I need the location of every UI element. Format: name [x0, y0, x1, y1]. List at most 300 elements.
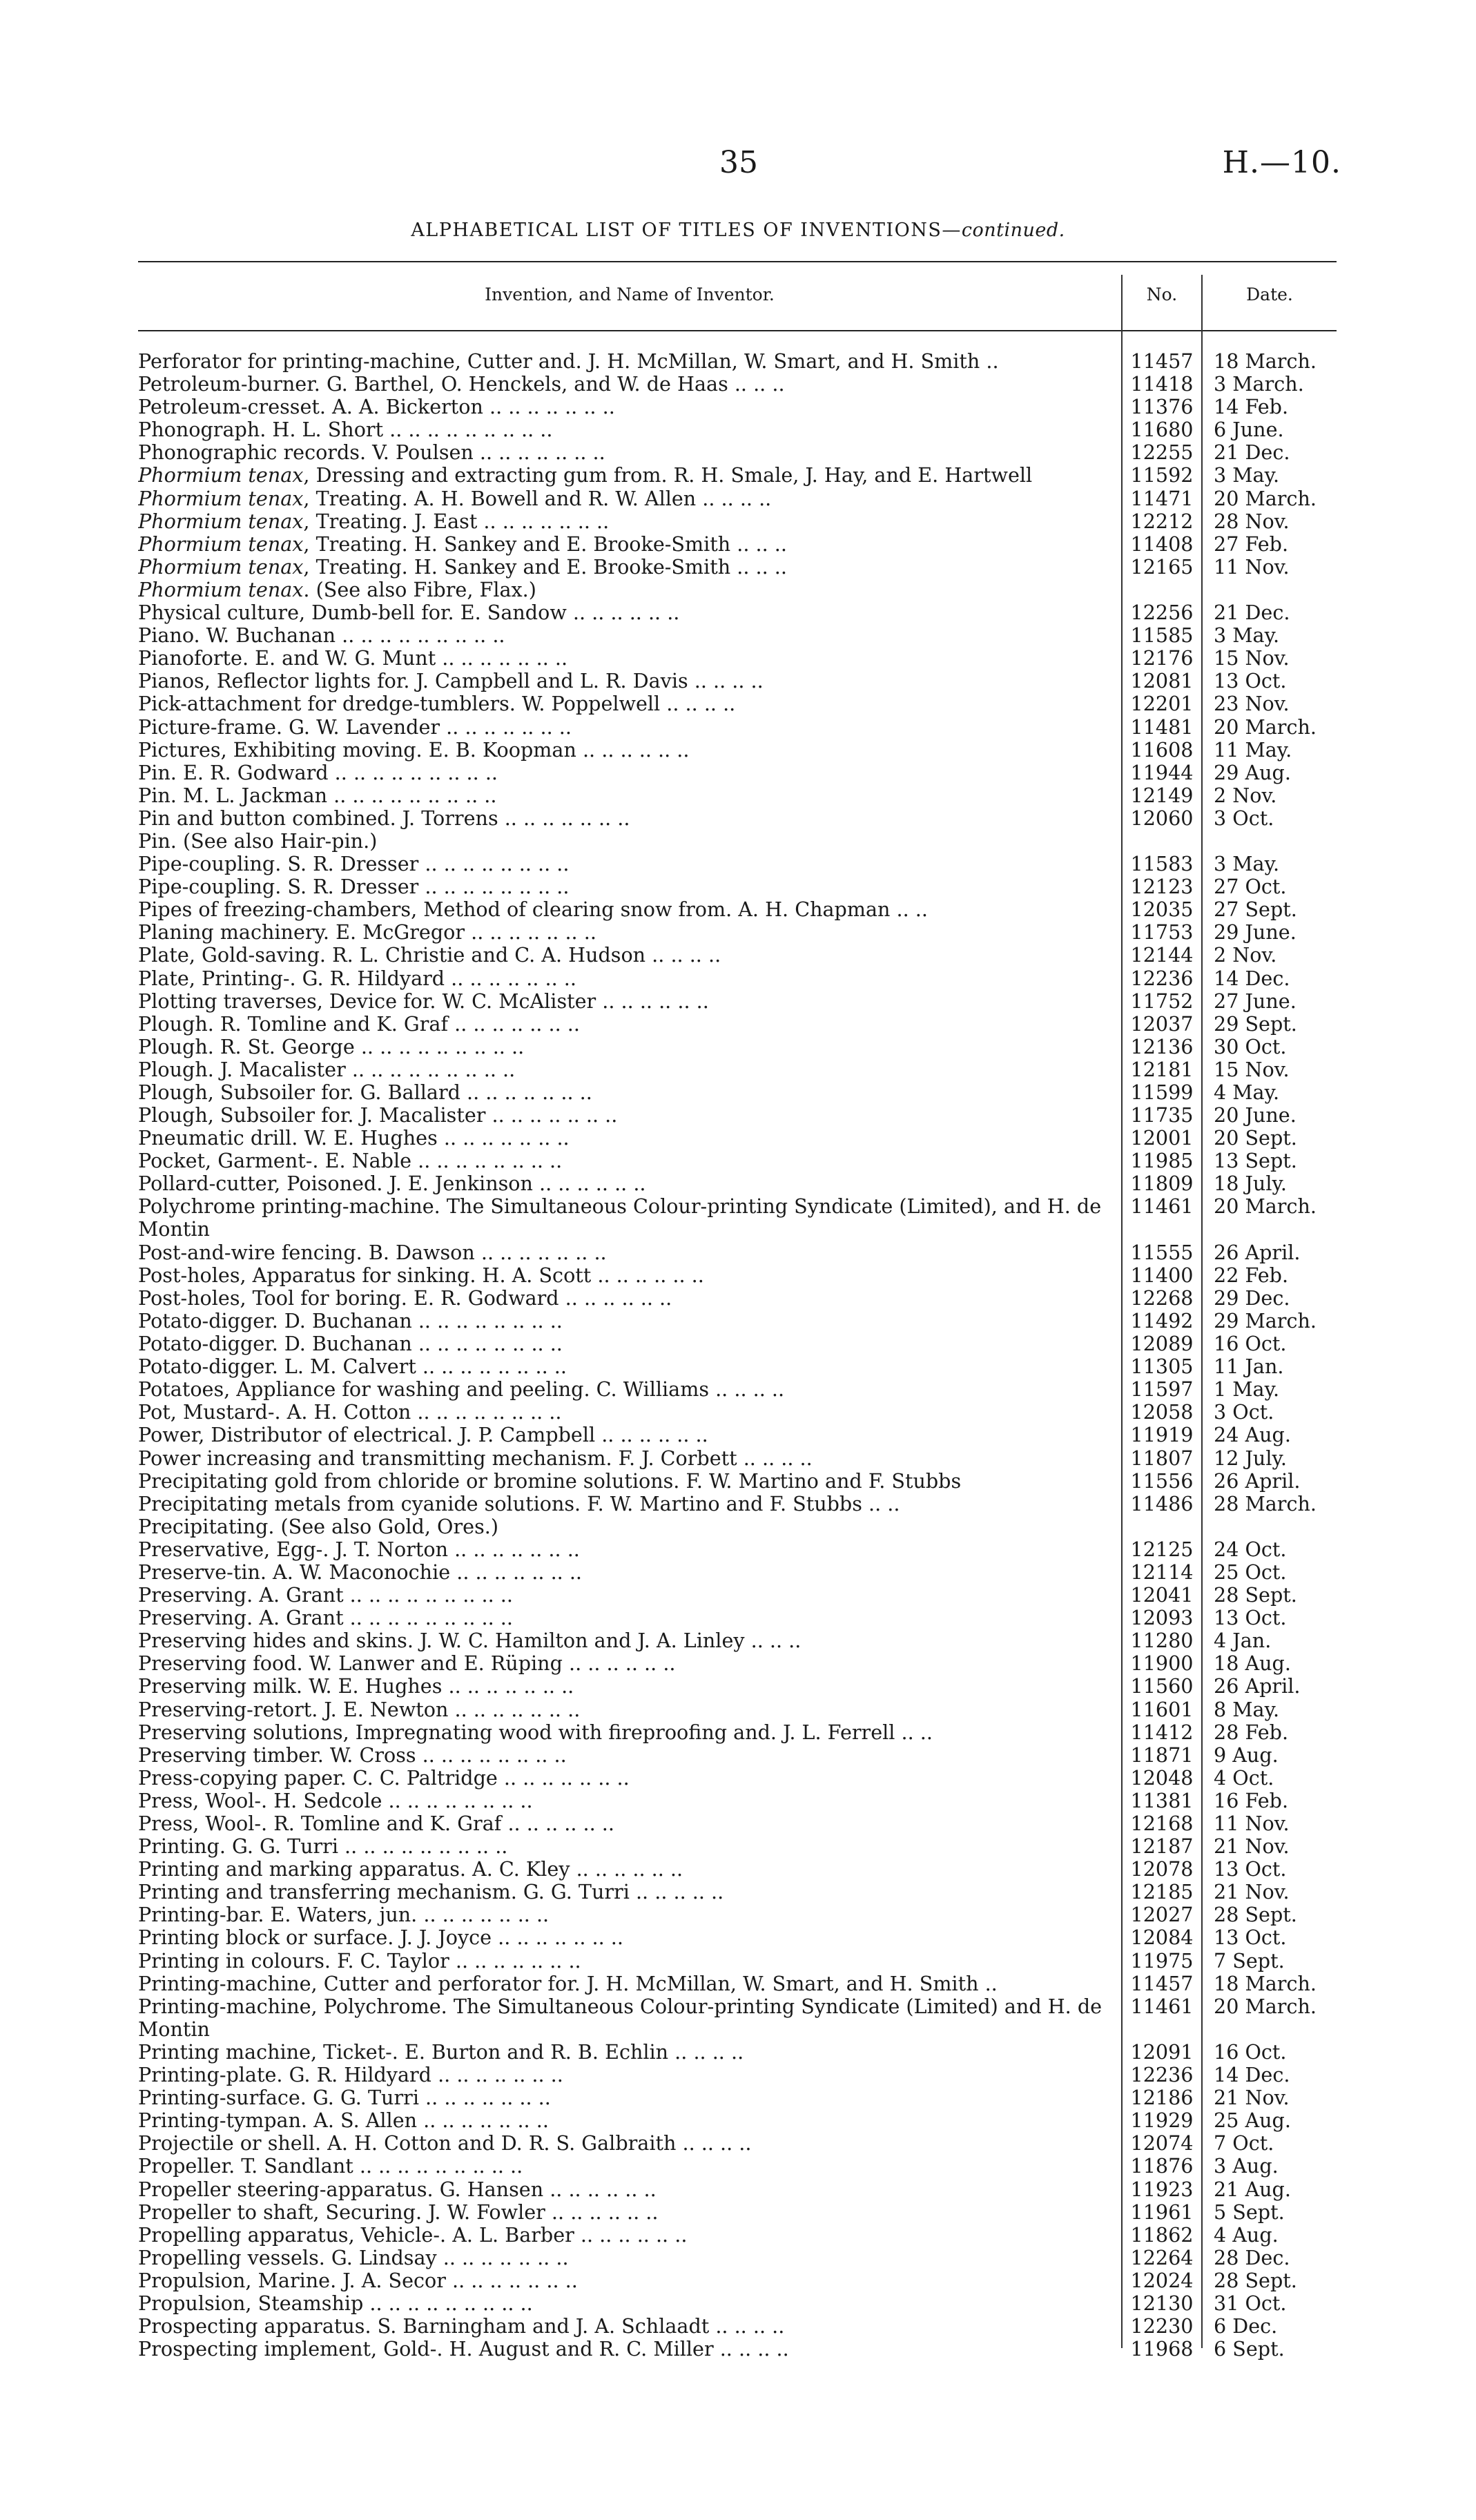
table-row [138, 1995, 1337, 2041]
invention-title: Phormium tenax. (See also Fibre, Flax.) [138, 578, 536, 601]
patent-number: 12114 [1130, 1560, 1194, 1584]
patent-number: 12078 [1130, 1857, 1194, 1881]
patent-date: 26 April. [1214, 1469, 1301, 1493]
invention-title: Preserving timber. W. Cross .. .. .. .. .. .. .. .. [138, 1743, 567, 1767]
patent-number: 11412 [1130, 1720, 1194, 1744]
table-row [138, 579, 1337, 601]
patent-date: 28 Sept. [1214, 2268, 1297, 2292]
table-row [138, 441, 1337, 464]
patent-number: 12255 [1130, 440, 1194, 465]
table-row [138, 533, 1337, 556]
patent-number: 11968 [1130, 2337, 1194, 2361]
invention-title: Post-and-wire fencing. B. Dawson .. .. .. .. .. .. .. [138, 1241, 607, 1264]
invention-title: Projectile or shell. A. H. Cotton and D. R. S. Galbraith .. .. .. .. [138, 2132, 752, 2155]
invention-title: Printing machine, Ticket-. E. Burton and R. B. Echlin .. .. .. .. [138, 2040, 744, 2064]
patent-date: 21 Aug. [1214, 2177, 1291, 2201]
patent-date: 6 Dec. [1214, 2314, 1278, 2338]
invention-title: Pipes of freezing-chambers, Method of clearing snow from. A. H. Chapman .. .. [138, 898, 928, 922]
patent-date: 20 March. [1214, 1194, 1317, 1219]
invention-title: Propeller. T. Sandlant .. .. .. .. .. .. .. .. .. [138, 2155, 523, 2178]
table-row [138, 716, 1337, 739]
table-row [138, 1790, 1337, 1812]
patent-number: 11919 [1130, 1423, 1194, 1447]
patent-date: 28 Dec. [1214, 2245, 1290, 2269]
table-row [138, 1264, 1337, 1287]
invention-title: Power increasing and transmitting mechanism. F. J. Corbett .. .. .. .. [138, 1446, 813, 1470]
patent-number: 11975 [1130, 1948, 1194, 1973]
table-row [138, 624, 1337, 647]
patent-date: 22 Feb. [1214, 1263, 1289, 1287]
patent-date: 16 Oct. [1214, 2039, 1287, 2064]
patent-number: 11753 [1130, 920, 1194, 944]
patent-date: 3 Aug. [1214, 2154, 1279, 2178]
table-row [138, 1310, 1337, 1332]
patent-number: 12089 [1130, 1332, 1194, 1356]
patent-date: 6 June. [1214, 418, 1284, 442]
invention-title: Preserving food. W. Lanwer and E. Rüping .. .. .. .. .. .. [138, 1652, 676, 1676]
patent-date: 4 Aug. [1214, 2222, 1279, 2247]
table-row [138, 1150, 1337, 1172]
table-row [138, 1401, 1337, 1424]
table-row [138, 1470, 1337, 1493]
invention-title: Pianos, Reflector lights for. J. Campbell and L. R. Davis .. .. .. .. [138, 670, 764, 693]
invention-title: Pneumatic drill. W. E. Hughes .. .. .. .. .. .. .. [138, 1127, 570, 1150]
table-row [138, 1332, 1337, 1355]
patent-number: 12136 [1130, 1034, 1194, 1058]
patent-date: 18 March. [1214, 1971, 1317, 1995]
patent-date: 7 Sept. [1214, 1948, 1285, 1973]
invention-title: Precipitating gold from chloride or bromine solutions. F. W. Martino and F. Stubbs [138, 1469, 962, 1493]
patent-number: 11608 [1130, 737, 1194, 762]
patent-number: 11583 [1130, 852, 1194, 876]
patent-number: 11555 [1130, 1240, 1194, 1264]
table-row [138, 1881, 1337, 1903]
table-row [138, 1081, 1337, 1104]
invention-title: Pin and button combined. J. Torrens .. .. .. .. .. .. .. [138, 806, 630, 830]
patent-date: 25 Oct. [1214, 1560, 1287, 1584]
patent-number: 12093 [1130, 1606, 1194, 1630]
patent-number: 11599 [1130, 1080, 1194, 1104]
table-row [138, 2315, 1337, 2338]
patent-date: 16 Oct. [1214, 1332, 1287, 1356]
table-row [138, 350, 1337, 373]
table-row [138, 2247, 1337, 2269]
table-row [138, 1538, 1337, 1561]
patent-number: 12165 [1130, 554, 1194, 579]
table-row [138, 1104, 1337, 1127]
patent-number: 11876 [1130, 2154, 1194, 2178]
patent-number: 12081 [1130, 669, 1194, 693]
patent-number: 12130 [1130, 2291, 1194, 2315]
patent-date: 13 Oct. [1214, 1606, 1287, 1630]
invention-title: Preserving milk. W. E. Hughes .. .. .. .. .. .. .. [138, 1675, 574, 1698]
page-number: 35 [719, 145, 758, 180]
patent-date: 28 Sept. [1214, 1903, 1297, 1927]
table-row [138, 1355, 1337, 1378]
patent-date: 3 Oct. [1214, 806, 1274, 830]
table-row [138, 921, 1337, 944]
patent-number: 12041 [1130, 1583, 1194, 1607]
table-row [138, 373, 1337, 396]
patent-date: 11 Nov. [1214, 1812, 1290, 1835]
invention-title: Propelling vessels. G. Lindsay .. .. .. .. .. .. .. [138, 2246, 569, 2269]
invention-title: Plate, Printing-. G. R. Hildyard .. .. .. .. .. .. .. [138, 967, 576, 990]
patent-number: 11871 [1130, 1743, 1194, 1767]
table-row [138, 1698, 1337, 1721]
patent-number: 12037 [1130, 1011, 1194, 1036]
patent-date: 13 Oct. [1214, 1857, 1287, 1881]
table-row [138, 2064, 1337, 2086]
patent-number: 11408 [1130, 532, 1194, 556]
invention-title: Plough. R. Tomline and K. Graf .. .. .. .. .. .. .. [138, 1012, 580, 1036]
patent-date: 29 June. [1214, 920, 1297, 944]
patent-date: 4 Jan. [1214, 1629, 1272, 1653]
patent-date: 28 Sept. [1214, 1583, 1297, 1607]
list-heading [0, 220, 1476, 241]
patent-date: 21 Dec. [1214, 601, 1290, 625]
table-row [138, 2178, 1337, 2201]
table-row [138, 2201, 1337, 2224]
invention-title: Pollard-cutter, Poisoned. J. E. Jenkinson .. .. .. .. .. .. [138, 1172, 646, 1196]
patent-number: 11457 [1130, 1971, 1194, 1995]
invention-title: Plough, Subsoiler for. G. Ballard .. .. .. .. .. .. .. [138, 1081, 592, 1104]
heading-title: ALPHABETICAL LIST OF TITLES OF INVENTIONS— [411, 220, 962, 241]
patent-date: 11 May. [1214, 737, 1292, 762]
patent-date: 29 Dec. [1214, 1286, 1290, 1310]
patent-number: 12236 [1130, 966, 1194, 990]
patent-date: 27 Feb. [1214, 532, 1289, 556]
patent-number: 11944 [1130, 760, 1194, 784]
invention-title: Potato-digger. L. M. Calvert .. .. .. .. .. .. .. .. [138, 1355, 567, 1379]
column-header-date: Date. [1246, 284, 1293, 304]
table-row [138, 1424, 1337, 1446]
patent-number: 11400 [1130, 1263, 1194, 1287]
table-row [138, 2338, 1337, 2361]
table-row [138, 1584, 1337, 1607]
patent-date: 18 Aug. [1214, 1651, 1291, 1676]
patent-number: 12027 [1130, 1903, 1194, 1927]
invention-title: Preserving. A. Grant .. .. .. .. .. .. .. .. .. [138, 1607, 513, 1630]
patent-date: 13 Sept. [1214, 1149, 1297, 1173]
invention-title: Post-holes, Apparatus for sinking. H. A. Scott .. .. .. .. .. .. [138, 1263, 704, 1287]
table-row [138, 1172, 1337, 1195]
invention-title: Pick-attachment for dredge-tumblers. W. Poppelwell .. .. .. .. [138, 692, 736, 716]
invention-title: Printing. G. G. Turri .. .. .. .. .. .. .. .. .. [138, 1835, 508, 1859]
invention-title: Propelling apparatus, Vehicle-. A. L. Barber .. .. .. .. .. .. [138, 2223, 688, 2247]
invention-title: Picture-frame. G. W. Lavender .. .. .. .. .. .. .. [138, 715, 572, 739]
table-row [138, 2292, 1337, 2315]
patent-date: 18 March. [1214, 349, 1317, 373]
table-row [138, 396, 1337, 418]
patent-number: 11305 [1130, 1355, 1194, 1379]
invention-title: Preserving-retort. J. E. Newton .. .. .. .. .. .. .. [138, 1698, 581, 1721]
invention-title: Printing-bar. E. Waters, jun. .. .. .. .. .. .. .. [138, 1903, 550, 1927]
patent-number: 12181 [1130, 1057, 1194, 1081]
patent-number: 11556 [1130, 1469, 1194, 1493]
patent-number: 12187 [1130, 1834, 1194, 1859]
table-row [138, 1607, 1337, 1629]
table-row [138, 1629, 1337, 1652]
table-row [138, 1515, 1337, 1538]
patent-number: 12091 [1130, 2039, 1194, 2064]
patent-number: 11560 [1130, 1674, 1194, 1698]
table-row [138, 556, 1337, 579]
invention-title: Printing-machine, Cutter and perforator for. J. H. McMillan, W. Smart, and H. Smith .. [138, 1972, 998, 1995]
patent-number: 11492 [1130, 1308, 1194, 1332]
table-row [138, 510, 1337, 533]
table-row [138, 762, 1337, 784]
table-row [138, 2269, 1337, 2292]
invention-title: Prospecting implement, Gold-. H. August and R. C. Miller .. .. .. .. [138, 2338, 789, 2361]
invention-title: Phormium tenax, Treating. J. East .. .. .. .. .. .. .. [138, 510, 610, 533]
invention-title: Pipe-coupling. S. R. Dresser .. .. .. .. .. .. .. .. [138, 853, 570, 876]
invention-title: Pot, Mustard-. A. H. Cotton .. .. .. .. .. .. .. .. [138, 1401, 562, 1424]
patent-number: 12074 [1130, 2131, 1194, 2155]
patent-date: 29 Aug. [1214, 760, 1291, 784]
patent-date: 26 April. [1214, 1674, 1301, 1698]
patent-number: 11381 [1130, 1788, 1194, 1812]
patent-date: 3 March. [1214, 372, 1304, 396]
patent-date: 29 March. [1214, 1308, 1317, 1332]
patent-date: 31 Oct. [1214, 2291, 1287, 2315]
invention-title: Printing-tympan. A. S. Allen .. .. .. .. .. .. .. [138, 2109, 549, 2133]
patent-number: 11929 [1130, 2109, 1194, 2133]
patent-number: 11985 [1130, 1149, 1194, 1173]
invention-title: Pin. (See also Hair-pin.) [138, 829, 378, 853]
table-row [138, 2041, 1337, 2064]
patent-number: 11862 [1130, 2222, 1194, 2247]
table-row [138, 830, 1337, 853]
patent-number: 12149 [1130, 783, 1194, 807]
table-row [138, 670, 1337, 692]
patent-date: 12 July. [1214, 1446, 1287, 1470]
table-row [138, 1241, 1337, 1264]
patent-number: 12060 [1130, 806, 1194, 830]
invention-title: Precipitating metals from cyanide solutions. F. W. Martino and F. Stubbs .. .. [138, 1492, 900, 1515]
table-row [138, 1493, 1337, 1515]
patent-number: 12168 [1130, 1812, 1194, 1835]
patent-number: 11900 [1130, 1651, 1194, 1676]
patent-date: 23 Nov. [1214, 692, 1290, 716]
patent-date: 7 Oct. [1214, 2131, 1274, 2155]
column-header-invention: Invention, and Name of Inventor. [485, 284, 775, 304]
invention-title: Phormium tenax, Dressing and extracting gum from. R. H. Smale, J. Hay, and E. Hartwell [138, 464, 1033, 487]
table-row [138, 1835, 1337, 1858]
table-row [138, 2224, 1337, 2247]
patent-number: 12256 [1130, 601, 1194, 625]
patent-number: 11923 [1130, 2177, 1194, 2201]
patent-date: 30 Oct. [1214, 1034, 1287, 1058]
table-row [138, 990, 1337, 1013]
patent-date: 3 May. [1214, 852, 1280, 876]
patent-date: 24 Aug. [1214, 1423, 1291, 1447]
table-row [138, 853, 1337, 875]
patent-date: 4 Oct. [1214, 1765, 1274, 1790]
patent-date: 21 Nov. [1214, 1834, 1290, 1859]
table-row [138, 1036, 1337, 1058]
patent-number: 12185 [1130, 1880, 1194, 1904]
invention-title: Precipitating. (See also Gold, Ores.) [138, 1515, 498, 1538]
patent-date: 3 May. [1214, 623, 1280, 648]
patent-number: 11481 [1130, 715, 1194, 739]
table-row [138, 1926, 1337, 1949]
invention-title: Preserving. A. Grant .. .. .. .. .. .. .. .. .. [138, 1584, 513, 1607]
patent-number: 12125 [1130, 1537, 1194, 1561]
patent-date: 20 March. [1214, 715, 1317, 739]
patent-number: 11601 [1130, 1697, 1194, 1721]
patent-date: 28 Nov. [1214, 509, 1290, 533]
table-row [138, 418, 1337, 441]
patent-number: 12048 [1130, 1765, 1194, 1790]
table-row [138, 1652, 1337, 1675]
table-row [138, 1903, 1337, 1926]
patent-date: 3 Oct. [1214, 1400, 1274, 1424]
patent-number: 12084 [1130, 1926, 1194, 1950]
patent-date: 29 Sept. [1214, 1011, 1297, 1036]
table-row [138, 487, 1337, 510]
invention-title: Phormium tenax, Treating. H. Sankey and E. Brooke-Smith .. .. .. [138, 555, 787, 579]
table-row [138, 601, 1337, 624]
table-row [138, 692, 1337, 715]
invention-title: Printing-surface. G. G. Turri .. .. .. .. .. .. .. [138, 2086, 551, 2110]
invention-title: Plough. R. St. George .. .. .. .. .. .. .. .. .. [138, 1035, 525, 1058]
invention-title: Pocket, Garment-. E. Nable .. .. .. .. .. .. .. .. [138, 1150, 563, 1173]
patent-number: 11471 [1130, 486, 1194, 510]
table-row [138, 2086, 1337, 2109]
patent-number: 12201 [1130, 692, 1194, 716]
invention-title: Printing and marking apparatus. A. C. Kley .. .. .. .. .. .. [138, 1858, 683, 1881]
patent-date: 4 May. [1214, 1080, 1280, 1104]
patent-number: 12176 [1130, 646, 1194, 670]
table-row [138, 1013, 1337, 1036]
invention-title: Printing-machine, Polychrome. The Simultaneous Colour-printing Syndicate (Limited) and H. de Montin [138, 1995, 1103, 2041]
invention-title: Phonograph. H. L. Short .. .. .. .. .. .. .. .. .. [138, 418, 553, 442]
patent-date: 2 Nov. [1214, 943, 1277, 967]
patent-date: 21 Dec. [1214, 440, 1290, 465]
invention-title: Press-copying paper. C. C. Paltridge .. .. .. .. .. .. .. [138, 1766, 630, 1790]
patent-number: 11597 [1130, 1377, 1194, 1402]
patent-date: 14 Dec. [1214, 2063, 1290, 2087]
patent-date: 13 Oct. [1214, 1926, 1287, 1950]
invention-title: Polychrome printing-machine. The Simultaneous Colour-printing Syndicate (Limited), and H. de Montin [138, 1195, 1102, 1241]
patent-date: 21 Nov. [1214, 2086, 1290, 2110]
patent-number: 11585 [1130, 623, 1194, 648]
table-row [138, 944, 1337, 967]
table-row [138, 739, 1337, 762]
patent-number: 11457 [1130, 349, 1194, 373]
table-row [138, 1447, 1337, 1470]
invention-title: Post-holes, Tool for boring. E. R. Godward .. .. .. .. .. .. [138, 1286, 672, 1310]
patent-number: 11807 [1130, 1446, 1194, 1470]
patent-number: 12264 [1130, 2245, 1194, 2269]
table-row [138, 2155, 1337, 2178]
table-row [138, 1675, 1337, 1698]
table-row [138, 1721, 1337, 1744]
patent-date: 28 March. [1214, 1491, 1317, 1515]
invention-title: Preserving hides and skins. J. W. C. Hamilton and J. A. Linley .. .. .. [138, 1629, 802, 1653]
invention-title: Pipe-coupling. S. R. Dresser .. .. .. .. .. .. .. .. [138, 875, 570, 899]
invention-title: Press, Wool-. R. Tomline and K. Graf .. .. .. .. .. .. [138, 1812, 614, 1835]
patent-date: 1 May. [1214, 1377, 1280, 1402]
patent-date: 5 Sept. [1214, 2200, 1285, 2224]
table-row [138, 464, 1337, 487]
table-row [138, 647, 1337, 670]
top-rule [138, 261, 1337, 262]
invention-title: Preservative, Egg-. J. T. Norton .. .. .. .. .. .. .. [138, 1538, 580, 1561]
invention-title: Petroleum-burner. G. Barthel, O. Henckels, and W. de Haas .. .. .. [138, 373, 785, 396]
invention-title: Potato-digger. D. Buchanan .. .. .. .. .. .. .. .. [138, 1332, 563, 1356]
patent-date: 20 June. [1214, 1103, 1297, 1127]
invention-title: Perforator for printing-machine, Cutter and. J. H. McMillan, W. Smart, and H. Smith .. [138, 350, 999, 373]
invention-title: Printing block or surface. J. J. Joyce .. .. .. .. .. .. .. [138, 1926, 623, 1950]
invention-title: Potato-digger. D. Buchanan .. .. .. .. .. .. .. .. [138, 1309, 563, 1332]
invention-title: Pin. E. R. Godward .. .. .. .. .. .. .. .. .. [138, 761, 498, 784]
table-row [138, 2109, 1337, 2132]
table-row [138, 1195, 1337, 1241]
invention-title: Planing machinery. E. McGregor .. .. .. .. .. .. .. [138, 921, 596, 944]
invention-title: Pictures, Exhibiting moving. E. B. Koopman .. .. .. .. .. .. [138, 738, 690, 762]
patent-date: 6 Sept. [1214, 2337, 1285, 2361]
patent-number: 12230 [1130, 2314, 1194, 2338]
patent-number: 12236 [1130, 2063, 1194, 2087]
patent-date: 25 Aug. [1214, 2109, 1291, 2133]
patent-number: 12268 [1130, 1286, 1194, 1310]
table-row [138, 1378, 1337, 1401]
invention-title: Preserve-tin. A. W. Maconochie .. .. .. .. .. .. .. [138, 1560, 583, 1584]
invention-title: Printing-plate. G. R. Hildyard .. .. .. .. .. .. .. [138, 2064, 563, 2087]
table-row [138, 875, 1337, 898]
patent-date: 16 Feb. [1214, 1788, 1289, 1812]
table-row [138, 1127, 1337, 1150]
patent-date: 20 March. [1214, 486, 1317, 510]
invention-title: Propeller to shaft, Securing. J. W. Fowler .. .. .. .. .. .. [138, 2200, 659, 2224]
patent-date: 26 April. [1214, 1240, 1301, 1264]
patent-number: 11486 [1130, 1491, 1194, 1515]
patent-date: 28 Feb. [1214, 1720, 1289, 1744]
patent-date: 20 March. [1214, 1994, 1317, 2018]
header-rule [138, 330, 1337, 331]
column-header-no: No. [1146, 284, 1178, 304]
patent-number: 11961 [1130, 2200, 1194, 2224]
invention-title: Plough. J. Macalister .. .. .. .. .. .. .. .. .. [138, 1058, 516, 1081]
patent-date: 9 Aug. [1214, 1743, 1279, 1767]
document-reference: H.—10. [1222, 145, 1341, 180]
invention-title: Physical culture, Dumb-bell for. E. Sandow .. .. .. .. .. .. [138, 601, 680, 625]
patent-number: 11418 [1130, 372, 1194, 396]
table-row [138, 1058, 1337, 1081]
invention-title: Potatoes, Appliance for washing and peeling. C. Williams .. .. .. .. [138, 1378, 785, 1402]
patent-date: 11 Nov. [1214, 554, 1290, 579]
invention-title: Preserving solutions, Impregnating wood with fireproofing and. J. L. Ferrell .. .. [138, 1721, 933, 1744]
invention-title: Pin. M. L. Jackman .. .. .. .. .. .. .. .. .. [138, 784, 497, 807]
table-row [138, 784, 1337, 807]
patent-date: 15 Nov. [1214, 1057, 1290, 1081]
table-row [138, 898, 1337, 921]
invention-title: Prospecting apparatus. S. Barningham and J. A. Schlaadt .. .. .. .. [138, 2315, 785, 2338]
patent-date: 15 Nov. [1214, 646, 1290, 670]
invention-title: Petroleum-cresset. A. A. Bickerton .. .. .. .. .. .. .. [138, 396, 615, 419]
patent-number: 12212 [1130, 509, 1194, 533]
table-row [138, 1812, 1337, 1835]
patent-date: 27 Oct. [1214, 875, 1287, 899]
table-row [138, 1767, 1337, 1790]
invention-title: Propulsion, Marine. J. A. Secor .. .. .. .. .. .. .. [138, 2269, 578, 2292]
invention-title: Pianoforte. E. and W. G. Munt .. .. .. .. .. .. .. [138, 647, 568, 670]
patent-number: 11376 [1130, 395, 1194, 419]
patent-number: 11809 [1130, 1172, 1194, 1196]
table-row [138, 1858, 1337, 1881]
patent-date: 8 May. [1214, 1697, 1280, 1721]
